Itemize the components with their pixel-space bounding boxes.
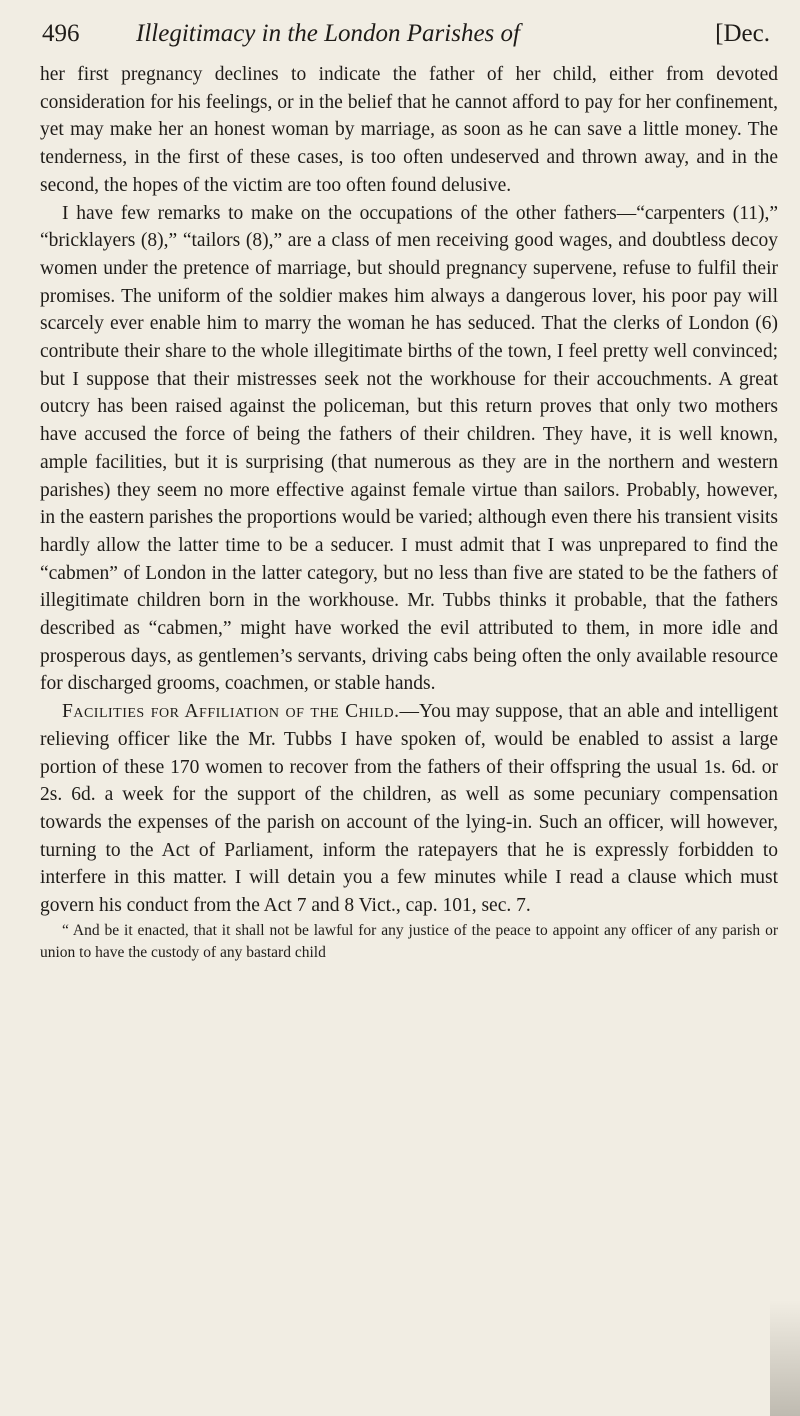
running-head <box>42 14 770 54</box>
paragraph: I have few remarks to make on the occupations of the other fathers—“carpenters (11),” “bricklayers (8),” “tailors (8),” are a class of men receiving good wages, and doubtless decoy women under the pretence of marriage, but should pregnancy supervene, refuse to fulfil their promises. The uniform of the soldier makes him always a dangerous lover, his poor pay will scarcely ever enable him to marry the woman he has seduced. That the clerks of London (6) contribute their share to the whole illegitimate births of the town, I feel pretty well convinced; but I suppose that their mistresses seek not the workhouse for their accouchments. A great outcry has been raised against the policeman, but this return proves that only two mothers have accused the force of being the fathers of their children. They have, it is well known, ample facilities, but it is surprising (that numerous as they are in the northern and western parishes) they seem no more effective against female virtue than sailors. Probably, however, in the eastern parishes the proportions would be varied; although even there his transient visits hardly allow the latter time to be a seducer. I must admit that I was unprepared to find the “cabmen” of London in the latter category, but no less than five are stated to be the fathers of illegitimate children born in the workhouse. Mr. Tubbs thinks it probable, that the fathers described as “cabmen,” might have worked the evil attributed to them, in more idle and prosperous days, as gentlemen’s servants, driving cabs being often the only available resource for discharged grooms, coachmen, or stable hands. <box>40 202 778 695</box>
section-paragraph <box>40 698 778 920</box>
page-edge-shadow <box>770 1300 800 1416</box>
block-quote: “ And be it enacted, that it shall not be lawful for any justice of the peace to appoint any officer of any parish or union to have the custody of any bastard child <box>40 921 778 961</box>
section-text: —You may suppose, that an able and intelligent relieving officer like the Mr. Tubbs I have spoken of, would be enabled to assist a large portion of these 170 women to recover from the fathers of their offspring the usual 1s. 6d. or 2s. 6d. a week for the support of the children, as well as some pecuniary compensation towards the expenses of the parish on account of the lying-in. Such an officer, will however, turning to the Act of Parliament, inform the ratepayers that he is expressly forbidden to interfere in this matter. I will detain you a few minutes while I read a clause which must govern his conduct from the Act 7 and 8 Vict., cap. 101, sec. 7. <box>40 701 778 917</box>
paragraph: her first pregnancy declines to indicate the father of her child, either from devoted consideration for his feelings, or in the belief that he cannot afford to pay for her confinement, yet may make her an honest woman by marriage, as soon as he can save a little money. The tenderness, in the first of these cases, is too often undeserved and thrown away, and in the second, the hopes of the victim are too often found delusive. <box>40 64 778 196</box>
running-date: [Dec. <box>715 20 770 47</box>
body-text <box>40 61 778 964</box>
page-number: 496 <box>42 20 80 47</box>
section-heading: Facilities for Affiliation of the Child. <box>62 701 400 723</box>
running-title: Illegitimacy in the London Parishes of <box>136 20 520 47</box>
